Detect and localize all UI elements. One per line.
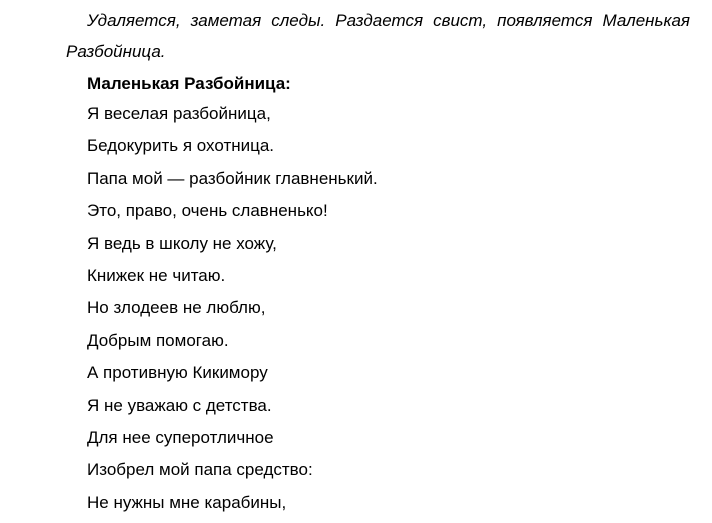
verse-line: Я веселая разбойница, <box>87 104 271 123</box>
verse-line: Для нее суперотличное <box>87 427 274 447</box>
verse-line: Изобрел мой папа средство: <box>87 460 313 480</box>
verse-line: Папа мой — разбойник главненький. <box>87 168 378 188</box>
verse-line: Добрым помогаю. <box>87 330 229 350</box>
stage-direction: Удаляется, заметая следы. Раздается свист, появляется Маленькая Разбойница. <box>66 11 690 61</box>
verse-line: А противную Кикимору <box>87 363 268 383</box>
verse-block <box>87 102 378 523</box>
verse-line: Бедокурить я охотница. <box>87 136 275 156</box>
verse-line: Я ведь в школу не хожу, <box>87 233 277 253</box>
verse-line: Не нужны мне карабины, <box>87 492 287 512</box>
speaker-name: Маленькая Разбойница: <box>87 74 291 93</box>
verse-line: Но злодеев не люблю, <box>87 298 266 318</box>
verse-line: Книжек не читаю. <box>87 265 226 285</box>
verse-line: Это, право, очень славненько! <box>87 201 328 221</box>
verse-line: Я не уважаю с детства. <box>87 395 272 415</box>
